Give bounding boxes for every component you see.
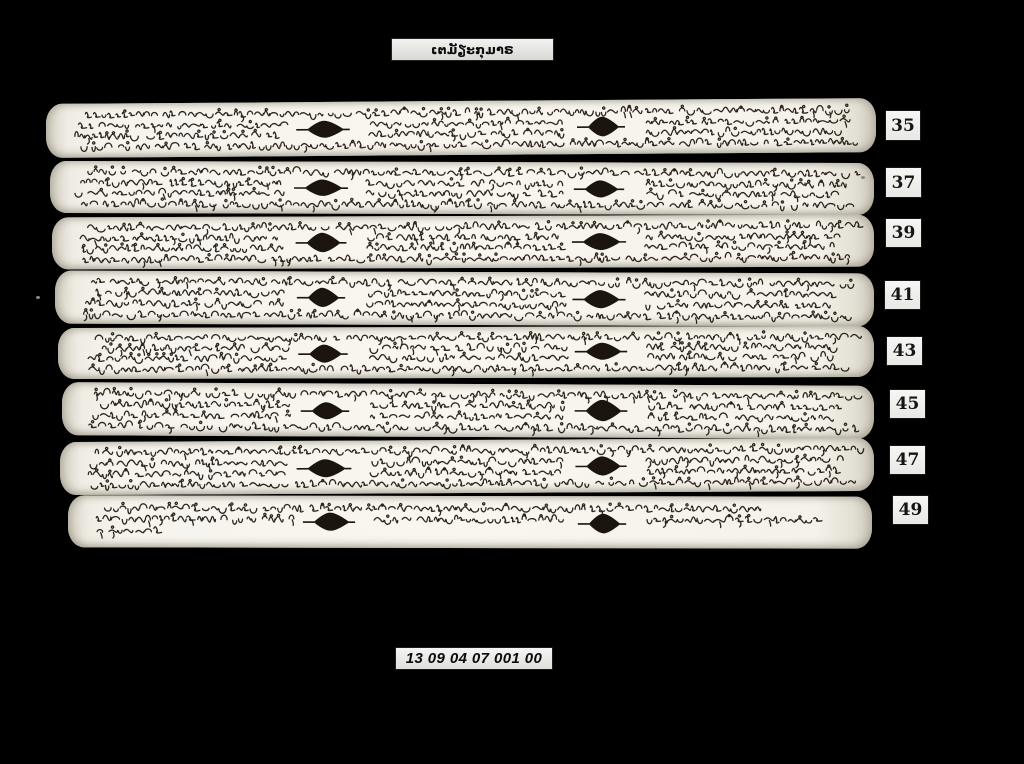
handwriting-scribble (58, 326, 874, 379)
title-label (392, 39, 553, 60)
handwriting-scribble (46, 98, 876, 158)
handwriting-scribble (52, 215, 874, 270)
dust-speck (861, 176, 865, 179)
palm-leaf-35 (46, 98, 876, 158)
dust-speck (36, 296, 40, 299)
palm-leaf-41 (55, 271, 874, 327)
binding-hole-mark (297, 288, 626, 307)
leaf-number-tag-37: 37 (886, 168, 921, 197)
leaf-number-tag-41: 41 (885, 281, 920, 309)
shelfmark-text: 13 09 04 07 001 00 (405, 650, 543, 667)
palm-leaf-39 (52, 215, 874, 270)
leaf-number-tag-39: 39 (886, 219, 921, 247)
leaf-number-tag-43: 43 (887, 337, 922, 365)
title-text: ເຕມັຽະກຸມາຣ (431, 42, 514, 57)
palm-leaf-43 (58, 326, 874, 379)
leaf-number-tag-45: 45 (890, 390, 925, 418)
shelfmark-label (396, 648, 552, 669)
binding-hole-mark (301, 399, 628, 420)
handwriting-scribble (68, 495, 872, 548)
palm-leaf-37 (50, 161, 874, 215)
palm-leaf-45 (62, 382, 874, 439)
palm-leaf-49 (68, 495, 872, 548)
handwriting-scribble (62, 382, 874, 439)
leaf-number-tag-35: 35 (886, 111, 920, 140)
leaf-number-tag-47: 47 (890, 446, 925, 474)
handwriting-scribble (55, 271, 874, 327)
binding-hole-mark (303, 513, 626, 532)
palm-leaf-47 (60, 438, 874, 495)
binding-hole-mark (296, 232, 627, 251)
handwriting-scribble (50, 161, 874, 215)
handwriting-scribble (60, 438, 874, 495)
leaf-number-tag-49: 49 (893, 496, 928, 524)
